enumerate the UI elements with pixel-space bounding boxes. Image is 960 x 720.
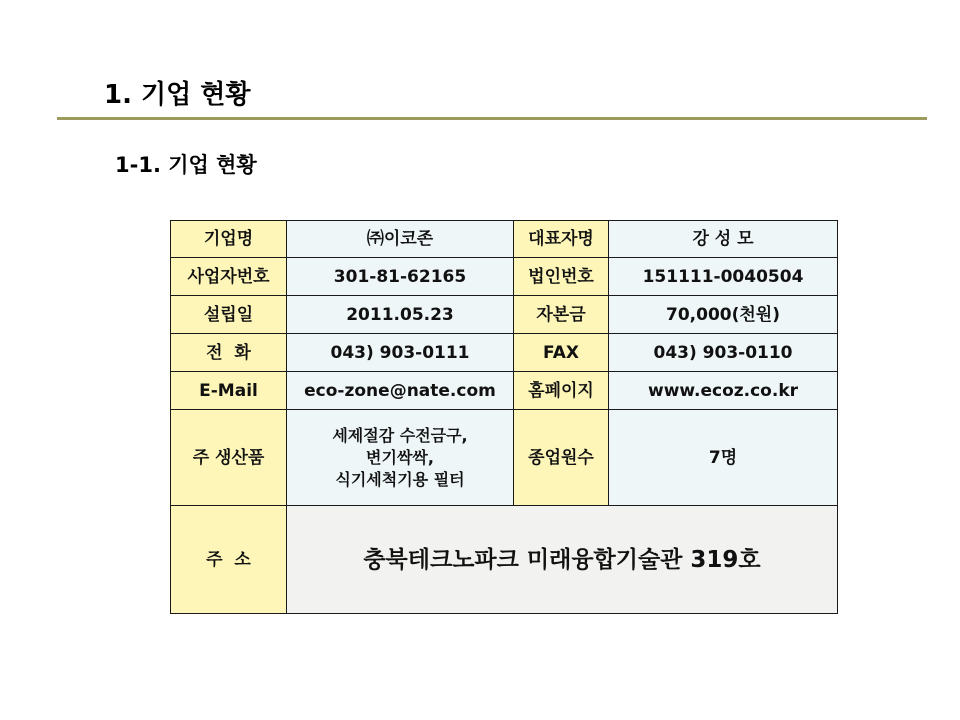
table-row <box>171 506 838 614</box>
products-line: 세제절감 수전금구, <box>332 425 468 445</box>
fax-value: 043) 903-0110 <box>609 334 838 372</box>
table-row <box>171 258 838 296</box>
table-row <box>171 221 838 258</box>
corporate-number-label: 법인번호 <box>514 258 609 296</box>
address-value: 충북테크노파크 미래융합기술관 319호 <box>287 506 838 614</box>
table-row <box>171 296 838 334</box>
founded-date-label: 설립일 <box>171 296 287 334</box>
capital-value: 70,000(천원) <box>609 296 838 334</box>
products-value <box>287 410 514 506</box>
business-number-value: 301-81-62165 <box>287 258 514 296</box>
company-name-label: 기업명 <box>171 221 287 258</box>
fax-label: FAX <box>514 334 609 372</box>
employees-label: 종업원수 <box>514 410 609 506</box>
phone-label: 전 화 <box>171 334 287 372</box>
email-value: eco-zone@nate.com <box>287 372 514 410</box>
capital-label: 자본금 <box>514 296 609 334</box>
company-name-value: ㈜이코존 <box>287 221 514 258</box>
products-label: 주 생산품 <box>171 410 287 506</box>
business-number-label: 사업자번호 <box>171 258 287 296</box>
section-subtitle: 1-1. 기업 현황 <box>115 153 257 177</box>
address-label: 주 소 <box>171 506 287 614</box>
homepage-value: www.ecoz.co.kr <box>609 372 838 410</box>
homepage-label: 홈페이지 <box>514 372 609 410</box>
ceo-name-label: 대표자명 <box>514 221 609 258</box>
ceo-name-value: 강 성 모 <box>609 221 838 258</box>
founded-date-value: 2011.05.23 <box>287 296 514 334</box>
table-row <box>171 372 838 410</box>
company-info-table <box>170 220 838 614</box>
table-row <box>171 334 838 372</box>
title-divider <box>57 117 927 120</box>
products-line: 식기세척기용 필터 <box>335 469 465 489</box>
email-label: E-Mail <box>171 372 287 410</box>
page-title: 1. 기업 현황 <box>104 80 251 110</box>
table-row <box>171 410 838 506</box>
phone-value: 043) 903-0111 <box>287 334 514 372</box>
products-line: 변기싹싹, <box>366 447 434 467</box>
corporate-number-value: 151111-0040504 <box>609 258 838 296</box>
employees-value: 7명 <box>609 410 838 506</box>
